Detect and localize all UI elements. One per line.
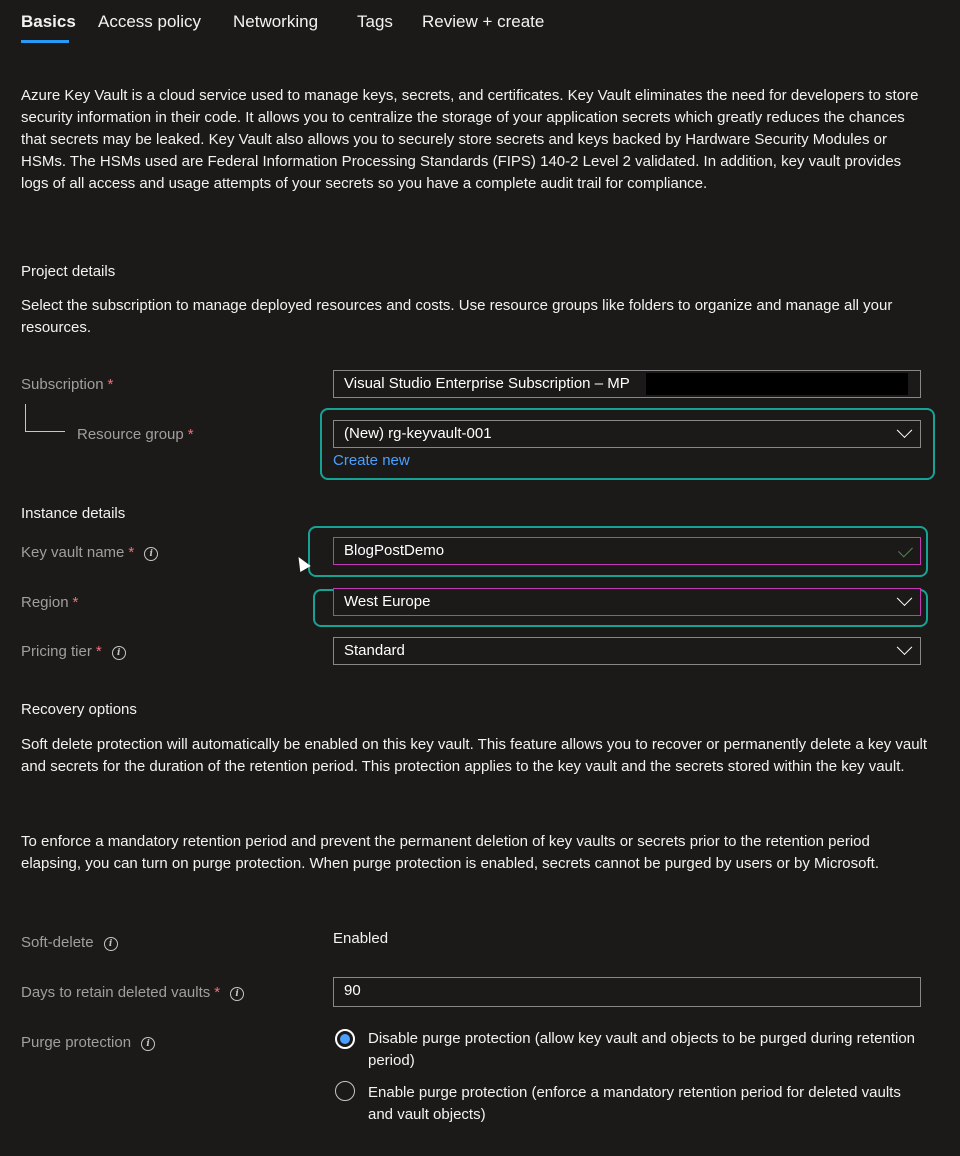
instance-details-heading: Instance details [21,505,126,522]
days-retain-input[interactable]: 90 [333,977,921,1007]
recovery-options-heading: Recovery options [21,701,137,718]
purge-protection-label: Purge protection i [21,1034,155,1051]
key-vault-name-input[interactable]: BlogPostDemo [333,537,921,565]
tab-tags[interactable]: Tags [357,12,393,31]
project-details-description: Select the subscription to manage deployed resources and costs. Use resource groups like folders to organize and manage all your resources. [21,297,893,336]
tab-access-policy[interactable]: Access policy [98,12,201,31]
create-new-link[interactable]: Create new [333,452,410,469]
days-retain-label: Days to retain deleted vaults * i [21,984,244,1001]
soft-delete-label: Soft-delete i [21,934,118,951]
tree-connector-vertical [25,404,26,431]
pricing-tier-label: Pricing tier * i [21,643,126,660]
subscription-select[interactable]: Visual Studio Enterprise Subscription – MP [333,370,921,398]
disable-purge-text[interactable]: Disable purge protection (allow key vault and objects to be purged during retention period) [368,1030,916,1069]
region-label: Region * [21,594,79,611]
intro-description: Azure Key Vault is a cloud service used to manage keys, secrets, and certificates. Key Vault eliminates the need for developers to store security information in their code. It allows you to centralize the storage of your application secrets which greatly reduces the chances that secrets may be leaked. Key Vault also allows you to securely store secrets and keys backed by Hardware Security Modules or HSMs. The HSMs used are Federal Information Processing Standards (FIPS) 140-2 Level 2 validated. In addition, key vault provides logs of all access and usage attempts of your secrets so you have a complete audit trail for compliance. [21,87,919,192]
purge-protection-description: To enforce a mandatory retention period and prevent the permanent deletion of key vaults or secrets prior to the retention period elapsing, you can turn on purge protection. When purge protection is enabled, secrets cannot be purged by users or by Microsoft. [21,833,879,872]
info-icon[interactable]: i [141,1037,155,1051]
soft-delete-description: Soft delete protection will automatically be enabled on this key vault. This feature allows you to recover or permanently delete a key vault and secrets for the duration of the retention period. This protection applies to the key vault and the secrets stored within the key vault. [21,736,928,775]
chevron-down-icon [897,639,913,655]
tab-basics[interactable]: Basics [21,12,76,31]
info-icon[interactable]: i [230,987,244,1001]
pricing-tier-select[interactable]: Standard [333,637,921,665]
info-icon[interactable]: i [104,937,118,951]
resource-group-select[interactable]: (New) rg-keyvault-001 [333,420,921,448]
tab-networking[interactable]: Networking [233,12,319,31]
region-select[interactable]: West Europe [333,588,921,616]
info-icon[interactable]: i [112,646,126,660]
enable-purge-radio[interactable] [335,1081,355,1101]
soft-delete-value: Enabled [333,930,389,947]
tab-review-create[interactable]: Review + create [422,12,545,31]
active-tab-indicator [21,40,69,43]
info-icon[interactable]: i [144,547,158,561]
chevron-down-icon [897,590,913,606]
subscription-label: Subscription * [21,376,114,393]
chevron-down-icon [897,422,913,438]
enable-purge-text[interactable]: Enable purge protection (enforce a mandatory retention period for deleted vaults and vault objects) [368,1084,901,1123]
checkmark-icon [898,543,913,558]
tree-connector-horizontal [25,431,65,432]
resource-group-label: Resource group * [77,426,194,443]
disable-purge-radio[interactable] [335,1029,355,1049]
redaction-bar [646,373,908,395]
key-vault-name-label: Key vault name * i [21,544,158,561]
project-details-heading: Project details [21,263,116,280]
